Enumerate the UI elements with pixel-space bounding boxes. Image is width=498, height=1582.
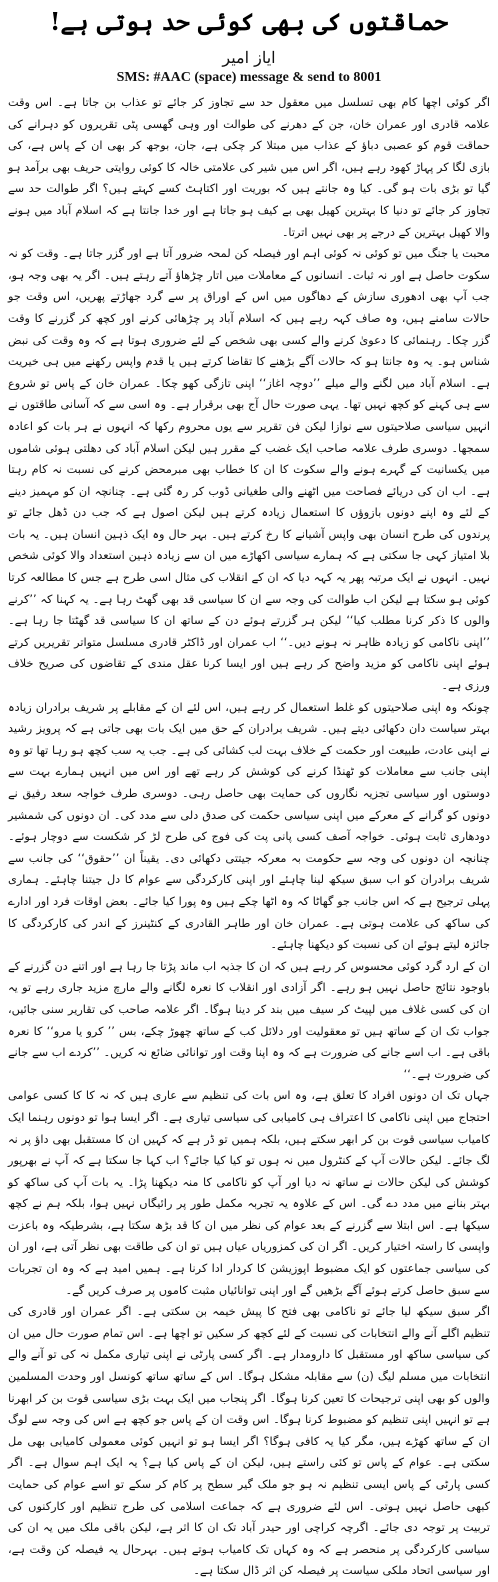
article-paragraph: چونکہ وہ اپنی صلاحیتوں کو غلط استعمال کر رہے ہیں، اس لئے ان کے مقابلے پر شریف برادران زیادہ بہتر سیاست دان دکھائی دیتے ہیں۔ شریف برادران کے حق میں ایک بات بھی جاتی ہے کہ پرویز رشید نے اپنی عادت، طبیعت اور حکمت کے خلاف بہت لب کشائی کی ہے۔ جب یہ سب کچھ ہو رہا تھا تو وہ اپنی جانب سے معاملات کو ٹھنڈا کرنے کی کوشش کر رہے تھے اور اس میں انہیں ہمارے بہت سے دوستوں اور سیاسی تجزیہ نگاروں کی حمایت بھی حاصل رہی۔ دوسری طرف خواجہ سعد رفیق نے دونوں کو گرانے کے معرکے میں اپنی سیاسی حکمت کی صدق دلی سے مدد کی۔ ان دونوں کی شمشیر دودھاری ثابت ہوئی۔ خواجہ آصف کسی پانی پت کی فوج کی طرح لڑ کر شکست سے دوچار ہوئے۔ چنانچہ ان دونوں کی وجہ سے حکومت بہ معرکہ جیتتی دکھائی دی۔ یقیناً ان ’’حقوق‘‘ کی جانب سے شریف برادران کو اب سبق سیکھ لینا چاہئے اور اپنی کارکردگی سے عوام کا دل جیتنا چاہئے۔ ہماری پہلی ترجیح ہے کہ اس جانب جو گھاٹا کہ وہ اٹھا چکے ہیں وہ پورا کیا جائے۔ بعض اوقات فرد اور ادارے کی ساکھ کی علامت ہوتی ہے۔ عمران خان اور طاہر القادری کے کنٹینرز کے اندر کی کارکردگی کا جائزہ لیتے ہوئے ان کی نسبت کو دیکھنا چاہئے۔ xyxy=(8,700,490,952)
article-paragraph: جہاں تک ان دونوں افراد کا تعلق ہے، وہ اس بات کی تنظیم سے عاری ہیں کہ نہ کا کا کسی عوامی احتجاج میں اپنی ناکامی کا اعتراف ہی کامیابی کی سیاسی تیاری ہے۔ اگر ایسا ہوا تو دونوں رہنما ایک کامیاب سیاسی قوت بن کر ابھر سکتے ہیں، بلکہ ہمیں تو ڈر ہے کہ کہیں ان کا مستقبل بھی داؤ پر نہ لگ جائے۔ لیکن حالات آپ کے کنٹرول میں نہ ہوں تو کیا کیا جائے؟ اب کہا جا سکتا ہے کہ آپ نے بھرپور کوشش کی لیکن حالات نے ساتھ نہ دیا اور آپ کو ناکامی کا منہ دیکھنا پڑا۔ یہ بات آپ کی ساکھ کو بہتر بنانے میں مدد دے گی۔ اس کے علاوہ یہ تجربہ مکمل طور پر رائیگاں نہیں ہوا، بلکہ ہم نے کچھ سیکھا ہے۔ اس ابتلا سے گزرنے کے بعد عوام کی نظر میں ان کا قد بڑھ سکتا ہے، بشرطیکہ وہ باعزت واپسی کا راستہ اختیار کریں۔ اگر ان کی کمزوریاں عیاں ہیں تو ان کی طاقت بھی نظر آتی ہے، اور ان کی سیاسی جماعتوں کو ایک مضبوط اپوزیشن کا کردار ادا کرنا ہے۔ ہمیں امید ہے کہ وہ ان تجربات سے سبق حاصل کرتے ہوئے آگے بڑھیں گے اور اپنی توانائیاں مثبت کاموں پر صرف کریں گے۔ xyxy=(8,1089,490,1297)
sms-instruction: SMS: #AAC (space) message & send to 8001 xyxy=(116,70,382,85)
article-body xyxy=(8,92,490,1582)
article-paragraph: ان کے ارد گرد کوئی محسوس کر رہے ہیں کہ ان کا جذبہ اب ماند پڑتا جا رہا ہے اور اتنے دن گزرنے کے باوجود نتائج حاصل نہیں ہو رہے۔ اگر آزادی اور انقلاب کا نعرہ لگانے والے مارچ مزید جاری رہے تو یہ ان کی کسی غلاف میں لپیٹ کر سیف میں بند کر دینا ہوگا۔ اگر علامہ صاحب کی تقاریر سنی جائیں، جواب تک ان کے ساتھ ہیں تو معقولیت اور دلائل کب کے ساتھ چھوڑ چکے، بس ’’ کرو یا مرو‘‘ کا نعرہ باقی ہے۔ اب اسے جانے کی ضرورت ہے کہ وہ اپنا وقت اور توانائی ضائع نہ کریں۔ ’’کردے اب سے جانے کی ضرورت ہے۔‘‘ xyxy=(8,959,490,1081)
article-paragraph: محبت یا جنگ میں تو کوئی نہ کوئی اہم اور فیصلہ کن لمحہ ضرور آتا ہے اور گزر جاتا ہے۔ وقت کو نہ سکوت حاصل ہے اور نہ ثبات۔ انسانوں کے معاملات میں اتار چڑھاؤ آتے رہتے ہیں۔ اگر یہ بھی وجہ ہو، جب آپ بھی ادھوری سازش کے دھاگوں میں اس کے اوراق پر سے گرد جھاڑتے پھریں، اس وقت جو حالات سامنے ہیں، وہ صاف کہہ رہے ہیں کہ اسلام آباد پر چڑھائی کرنے اور کچھ کر گزرنے کا وقت گزر چکا۔ رہنمائی کا دعویٰ کرنے والے کسی بھی شخص کے لئے ضروری ہوتا ہے کہ وہ وقت کی نبض شناس ہو۔ یہ وہ جانتا ہو کہ حالات آگے بڑھنے کا تقاضا کرتے ہیں یا قدم واپس رکھنے میں ہی خیریت ہے۔ اسلام آباد میں لگنے والے میلے ’’دوچہ اغاز‘‘ اپنی تازگی کھو چکا۔ عمران خان کے پاس تو شروع سے ہی کہنے کو کچھ نہیں تھا۔ یہی صورت حال آج بھی برقرار ہے۔ وہ اسی سے کہ آسانی طاقتوں نے انہیں سیاسی صلاحیتوں سے نوازا لیکن فن تقریر سے یوں محروم رکھا کہ انہوں نے ہر بات کو اعادہ سمجھا۔ دوسری طرف علامہ صاحب ایک غضب کے مقرر ہیں لیکن اسلام آباد کی دھلتی ہوئی شاموں میں یکسانیت کے گہرے ہونے والے سکوت کا ان کا خطاب بھی مبرمحض کرنے کی نسبت نہ کام رہتا ہے۔ اب ان کی دریائے فصاحت میں اٹھنے والی طغیانی ڈوب کر رہ گئی ہے۔ چنانچہ ان کو مہمیز دینے کے لئے وہ اپنے دونوں بازوؤں کا استعمال زیادہ کرتے ہیں لیکن اصول ہے کہ جب دن ڈھل جائے تو پرندوں کی طرح انسان بھی واپس آشیانے کا رخ کرتے ہیں۔ بہر حال وہ ایک ذہین انسان ہیں۔ یہ بات بلا امتیاز کہی جا سکتی ہے کہ ہمارے سیاسی اکھاڑے میں ان سے زیادہ ذہین استعداد والا کوئی شخص نہیں۔ انہوں نے ایک مرتبہ پھر یہ کہہ دیا کہ ان کے انقلاب کی مثال اسی طرح ہے جس کا مطالعہ کرتا کوئی ہو سکتا ہے لیکن اب طوالت کی وجہ سے ان کا سیاسی قد بھی گھٹ رہا ہے۔ یہ کہنا کہ ’’کرنے والوں کا ذکر کرنا مطلب کیا‘‘ لیکن ہر گزرتے ہوئے دن کے ساتھ ان کا سیاسی قد گھٹتا جا رہا ہے۔ ’’اپنی ناکامی کو زیادہ ظاہر نہ ہونے دیں۔‘‘ اب عمران اور ڈاکٹر قادری مسلسل متواتر تقریریں کرتے ہوئے اپنی ناکامی کو مزید واضح کر رہے ہیں اور ایسا کرنا عقل مندی کے تقاضوں کی صریح خلاف ورزی ہے۔ xyxy=(8,247,490,693)
article-paragraph: اگر سبق سیکھ لیا جائے تو ناکامی بھی فتح کا پیش خیمہ بن سکتی ہے۔ اگر عمران اور قادری کی تنظیم اگلے آنے والے انتخابات کی نسبت کے لئے کچھ کر سکیں تو اچھا ہے۔ اس تمام صورت حال میں ان کی سیاسی ساکھ اور مستقبل کا دارومدار ہے۔ اگر کسی پارٹی نے اپنی تیاری مکمل نہ کی تو آنے والے انتخابات میں مسلم لیگ (ن) سے مقابلہ مشکل ہوگا۔ اس کے ساتھ ساتھ کونسل اور وحدت المسلمین والوں کو بھی اپنی ترجیحات کا تعین کرنا ہوگا۔ اگر پنجاب میں ایک بہت بڑی سیاسی قوت بن کر ابھرنا ہے تو انہیں اپنی تنظیم کو مضبوط کرنا ہوگا۔ اس وقت ان کے پاس جو کچھ ہے اس کی وجہ سے لوگ ان کے ساتھ کھڑے ہیں، مگر کیا یہ کافی ہوگا؟ اگر ایسا ہو تو انہیں کوئی معمولی کامیابی بھی مل سکتی ہے۔ عوام کے پاس تو کئی راستے ہیں، لیکن ان کے پاس کیا ہے؟ یہ ایک اہم سوال ہے۔ اگر کسی پارٹی کے پاس ایسی تنظیم نہ ہو جو ملک گیر سطح پر کام کر سکے تو اسے عوام کی حمایت کبھی حاصل نہیں ہوتی۔ اس لئے ضروری ہے کہ جماعت اسلامی کی طرح تنظیم اور کارکنوں کی تربیت پر توجہ دی جائے۔ اگرچہ کراچی اور حیدر آباد تک ان کا اثر ہے، لیکن باقی ملک میں یہ ان کی سیاسی کارکردگی پر منحصر ہے کہ وہ کہاں تک کامیاب ہوتے ہیں۔ بہرحال یہ فیصلہ کن وقت ہے، اور سیاسی اتحاد ملکی سیاست پر فیصلہ کن اثر ڈال سکتا ہے۔ xyxy=(8,1305,491,1578)
article-paragraph: اگر کوئی اچھا کام بھی تسلسل میں معقول حد سے تجاوز کر جائے تو عذاب بن جاتا ہے۔ اس وقت علامہ قادری اور عمران خان، جن کے دھرنے کی طوالت اور وہی گھسی پٹی تقریروں کو دہرانے کی حماقت قوم کو عصبی دباؤ کے عذاب میں مبتلا کر چکی ہے، جان، بوجھ کر بھی ان کے پاس ہے، کی بازی لگا کر پہاڑ کھود رہے ہیں، اگر اس میں شیر کی علامتی خالہ کا کوئی روایتی حریف بھی برآمد ہو گیا تو بڑی بات ہو گی۔ کیا وہ جانتے ہیں کہ بوریت اور اکتاہٹ کسے کہتے ہیں؟ اگر طوالت حد سے تجاوز کر جائے تو دنیا کا بہترین کھیل بھی بے کیف ہو جاتا ہے اور خدا جانتا ہے کہ اسلام آباد میں ہونے والا کھیل بہترین کے درجے پر بھی نہیں اترتا۔ xyxy=(8,96,490,239)
author-name: ایاز امیر xyxy=(222,48,276,67)
article-title: حماقتوں کی بھی کوئی حد ہوتی ہے! xyxy=(49,7,449,36)
